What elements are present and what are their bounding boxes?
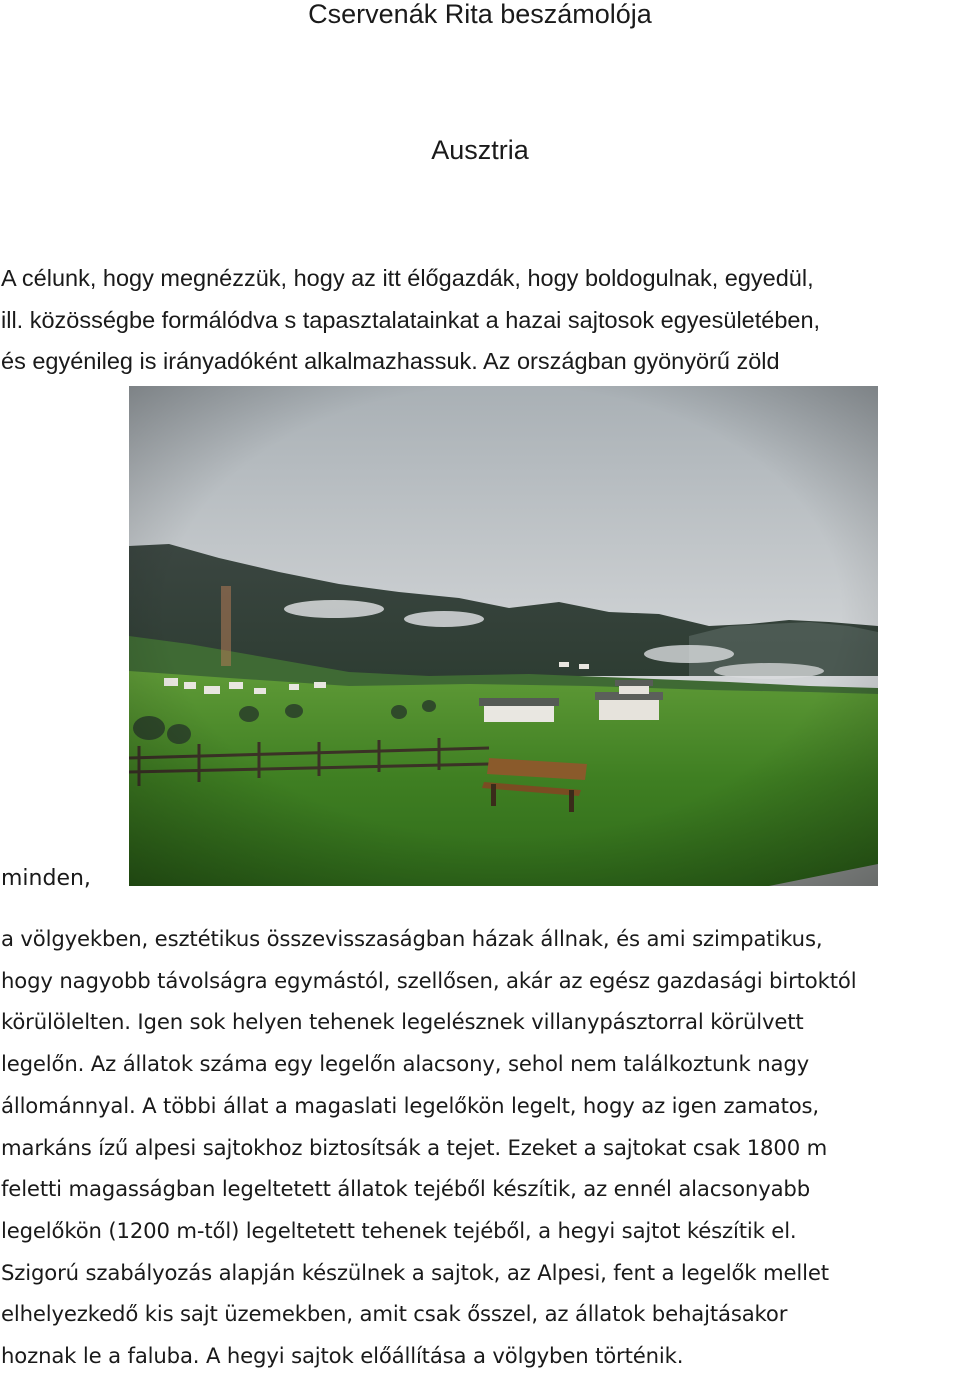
body-paragraph bbox=[1, 918, 959, 1377]
body-line: legelőkön (1200 m-től) legeltetett tehenek tejéből, a hegyi sajtot készítik el. bbox=[1, 1217, 797, 1243]
body-line: feletti magasságban legeltetett állatok tejéből készítik, az ennél alacsonyabb bbox=[1, 1176, 811, 1202]
body-line: állománnyal. A többi állat a magaslati legelőkön legelt, hogy az igen zamatos, bbox=[1, 1092, 820, 1118]
body-line: Szigorú szabályozás alapján készülnek a sajtok, az Alpesi, fent a legelők mellet bbox=[1, 1259, 829, 1285]
document-title: Cservenák Rita beszámolója bbox=[308, 0, 652, 29]
landscape-photo-icon bbox=[129, 386, 878, 886]
body-line: hoznak le a faluba. A hegyi sajtok előállítása a völgyben történik. bbox=[1, 1343, 684, 1369]
body-line: legelőn. Az állatok száma egy legelőn alacsony, sehol nem találkoztunk nagy bbox=[1, 1051, 810, 1077]
text-before-image-end: minden, bbox=[1, 866, 91, 891]
intro-line: A célunk, hogy megnézzük, hogy az itt élőgazdák, hogy boldogulnak, egyedül, bbox=[1, 265, 814, 291]
intro-line: ill. közösségbe formálódva s tapasztalatainkat a hazai sajtosok egyesületében, bbox=[1, 306, 821, 333]
body-line: hogy nagyobb távolságra egymástól, szellősen, akár az egész gazdasági birtoktól bbox=[1, 967, 857, 993]
body-line: a völgyekben, esztétikus összevisszaságban házak állnak, és ami szimpatikus, bbox=[1, 926, 823, 951]
intro-line: és egyénileg is irányadóként alkalmazhassuk. Az országban gyönyörű zöld bbox=[1, 348, 780, 375]
intro-paragraph bbox=[1, 258, 959, 383]
body-line: elhelyezkedő kis sajt üzemekben, amit csak ősszel, az állatok behajtásakor bbox=[1, 1301, 788, 1327]
document-subtitle: Ausztria bbox=[431, 135, 529, 165]
body-line: körülölelten. Igen sok helyen tehenek legelésznek villanypásztorral körülvett bbox=[1, 1009, 804, 1035]
body-line: markáns ízű alpesi sajtokhoz biztosítsák a tejet. Ezeket a sajtokat csak 1800 m bbox=[1, 1134, 828, 1160]
